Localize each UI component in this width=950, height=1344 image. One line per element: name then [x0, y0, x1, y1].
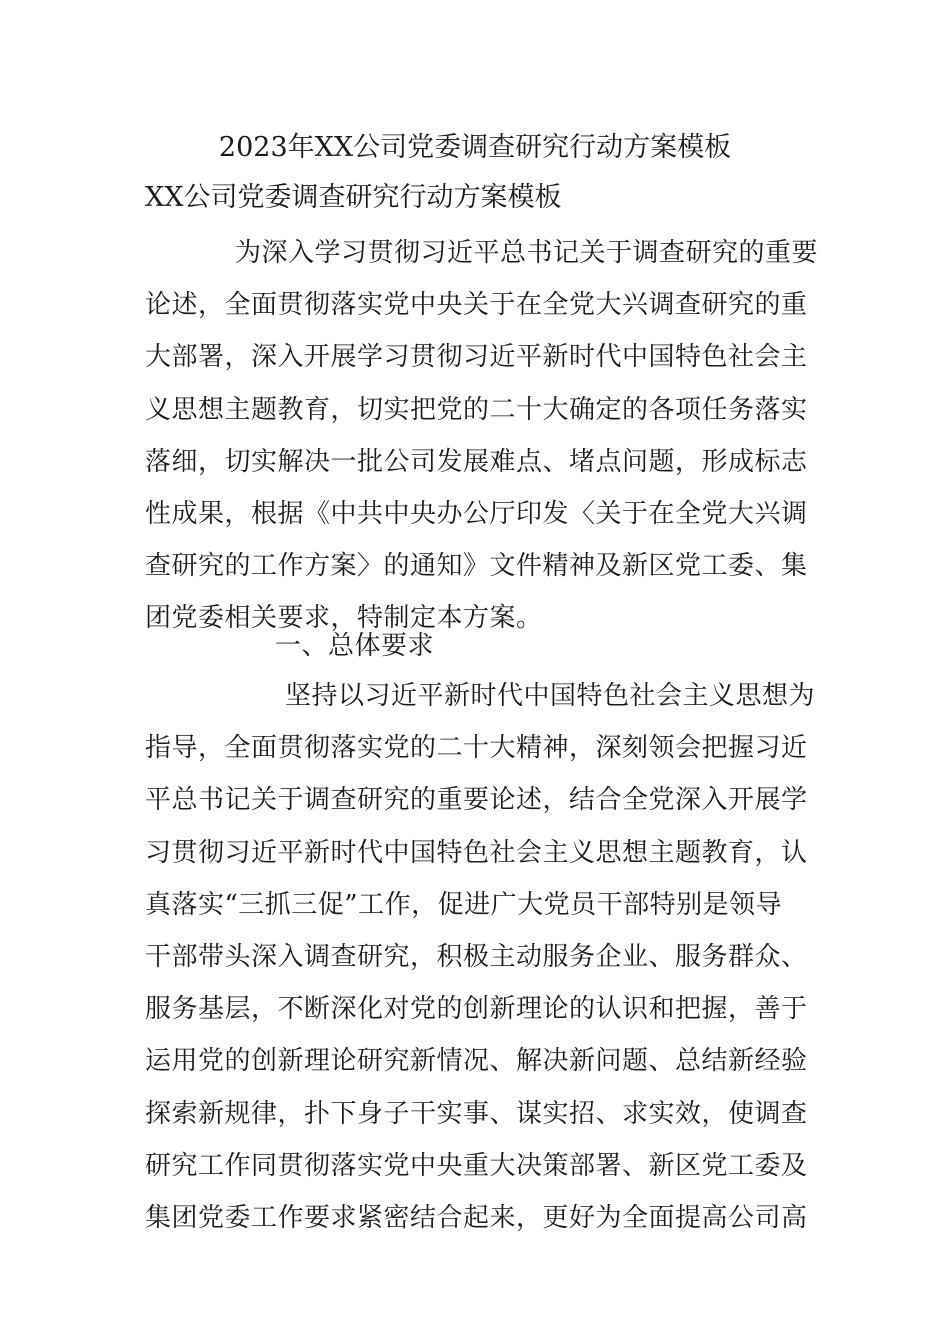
paragraph-line: 义思想主题教育，切实把党的二十大确定的各项任务落实	[145, 394, 808, 425]
paragraph-line: 平总书记关于调查研究的重要论述，结合全党深入开展学	[145, 785, 808, 816]
paragraph-line: 团党委相关要求，特制定本方案。	[145, 603, 543, 634]
paragraph-line: 大部署，深入开展学习贯彻习近平新时代中国特色社会主	[145, 342, 808, 373]
document-title: 2023年XX公司党委调查研究行动方案模板	[218, 132, 732, 163]
intro-paragraph	[145, 227, 819, 645]
paragraph-line: 干部带头深入调查研究，积极主动服务企业、服务群众、	[145, 941, 808, 972]
paragraph-line: 查研究的工作方案〉的通知》文件精神及新区党工委、集	[145, 551, 808, 582]
paragraph-line: 落细，切实解决一批公司发展难点、堵点问题，形成标志	[145, 446, 808, 477]
paragraph-line: 运用党的创新理论研究新情况、解决新问题、总结新经验	[145, 1046, 808, 1077]
paragraph-line: 真落实“三抓三促”工作，促进广大党员干部特别是领导	[145, 889, 783, 920]
section1-paragraph	[145, 670, 816, 1244]
paragraph-line: 性成果，根据《中共中央办公厅印发〈关于在全党大兴调	[145, 498, 808, 529]
paragraph-line: 研究工作同贯彻落实党中央重大决策部署、新区党工委及	[145, 1150, 808, 1181]
paragraph-line: 为深入学习贯彻习近平总书记关于调查研究的重要	[235, 238, 819, 268]
document-subtitle: XX公司党委调查研究行动方案模板	[145, 182, 562, 213]
paragraph-line: 论述，全面贯彻落实党中央关于在全党大兴调查研究的重	[145, 290, 808, 321]
paragraph-line: 服务基层，不断深化对党的创新理论的认识和把握，善于	[145, 994, 808, 1025]
paragraph-line: 探索新规律，扑下身子干实事、谋实招、求实效，使调查	[145, 1098, 808, 1129]
paragraph-line: 坚持以习近平新时代中国特色社会主义思想为	[285, 681, 816, 711]
paragraph-line: 集团党委工作要求紧密结合起来，更好为全面提高公司高	[145, 1202, 808, 1233]
section-heading: 一、总体要求	[275, 631, 435, 661]
paragraph-line: 指导，全面贯彻落实党的二十大精神，深刻领会把握习近	[145, 733, 808, 764]
paragraph-line: 习贯彻习近平新时代中国特色社会主义思想主题教育，认	[145, 837, 808, 868]
